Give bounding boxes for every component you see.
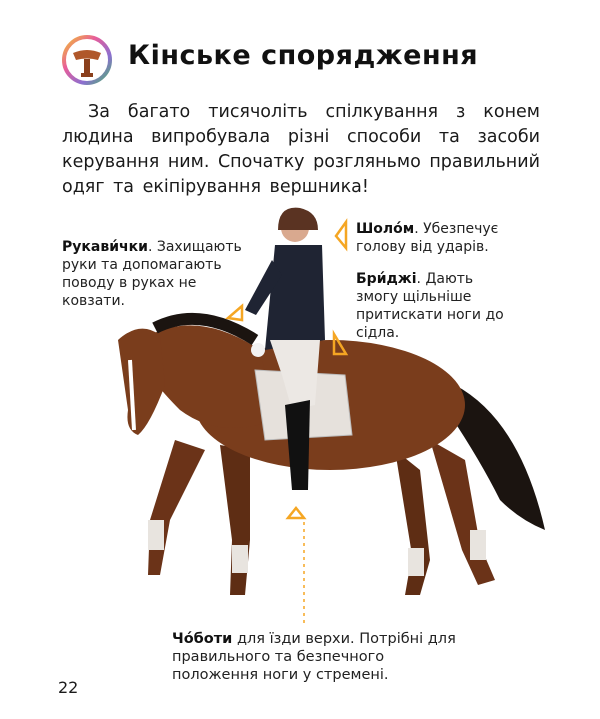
caption-helmet xyxy=(356,220,536,256)
caption-text: . Дають змогу щільніше притискати ноги до сідла. xyxy=(356,271,504,341)
caption-term: Бри́джі xyxy=(356,271,417,287)
caption-text: . Убезпечує голову від ударів. xyxy=(356,221,499,255)
helmet-pointer-icon xyxy=(336,222,346,248)
caption-term: Чо́боти xyxy=(172,631,233,647)
caption-gloves xyxy=(62,238,242,310)
page-number: 22 xyxy=(58,678,79,697)
caption-term: Шоло́м xyxy=(356,221,415,237)
boots-pointer-icon xyxy=(288,508,304,518)
caption-text: для їзди верхи. Потрібні для правильного та безпечного положення ноги у стремені. xyxy=(172,631,456,683)
caption-boots xyxy=(172,630,472,684)
intro-text: За багато тисячоліть спілкування з конем людина випробувала різні способи та засоби керування ним. Спочатку розгляньмо правильний одяг та екіпірування вершника! xyxy=(62,102,540,197)
caption-text: . Захищають руки та допомагають поводу в руках не ковзати. xyxy=(62,239,242,309)
breeches-pointer-icon xyxy=(334,334,346,354)
page-title: Кінське спорядження xyxy=(128,40,479,71)
caption-term: Рукави́чки xyxy=(62,239,148,255)
caption-breeches xyxy=(356,270,506,342)
